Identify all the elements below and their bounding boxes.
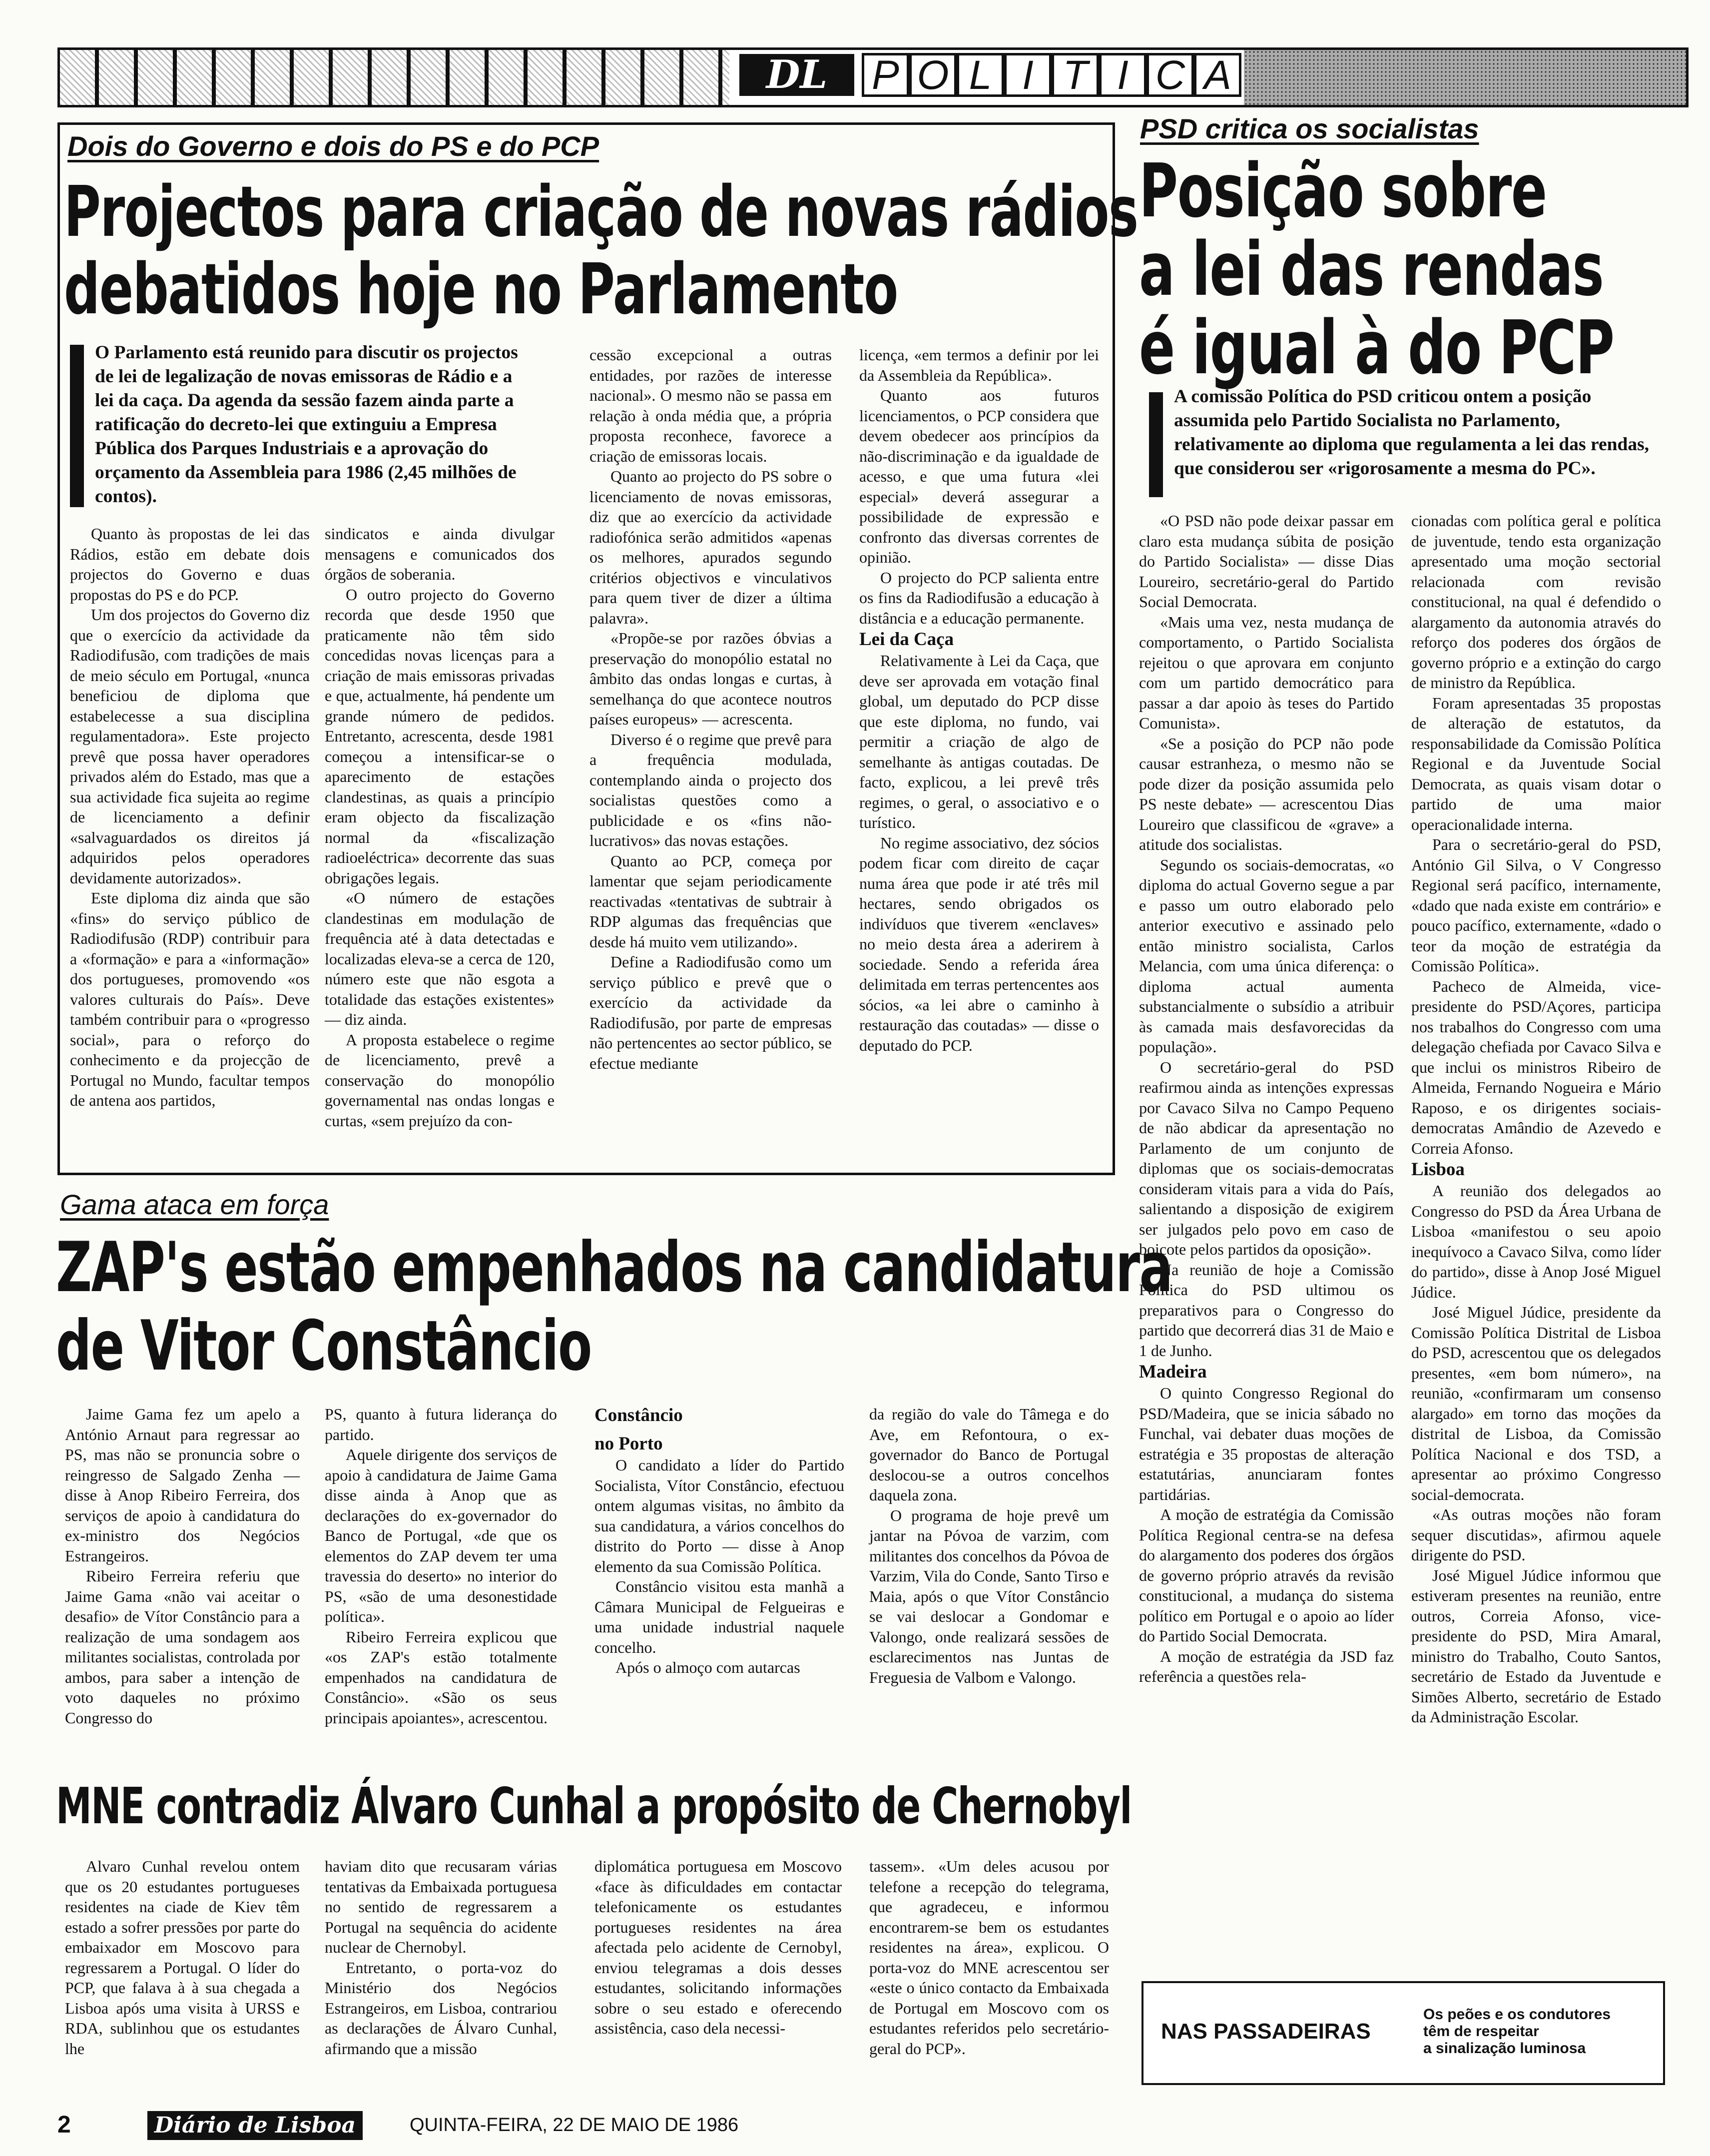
paragraph: Segundo os sociais-democratas, «o diploma do actual Governo segue a par e passo um outro elaborado pelo anterior executivo e assinado pelo então ministro socialista, Carlos Melancia, com uma única diferença: o diploma actual aumenta substancialmente o subsídio a atribuir às camada mais desfavorecidas da população». xyxy=(1139,855,1394,1056)
section-letter: A xyxy=(1194,53,1241,97)
zap-col3 xyxy=(594,1404,844,1678)
zap-col1 xyxy=(65,1404,300,1728)
mne-col3 xyxy=(594,1856,842,2039)
paragraph: sindicatos e ainda divulgar mensagens e comunicados dos órgãos de soberania. xyxy=(325,525,555,583)
paragraph: Entretanto, o porta-voz do Ministério dos Negócios Estrangeiros, em Lisboa, contrariou as declarações de Álvaro Cunhal, afirmando que a missão xyxy=(325,1958,557,2058)
zap-col4 xyxy=(869,1404,1109,1687)
psd-kicker: PSD critica os socialistas xyxy=(1140,113,1479,144)
paragraph: Aquele dirigente dos serviços de apoio à candidatura de Jaime Gama disse ainda à Anop que as declarações do ex-governador do Banco de Portugal, «de que os elementos do ZAP devem ter uma travessia do deserto» no interior do PS, «são de uma desonestidade política». xyxy=(325,1445,557,1625)
paragraph: cionadas com política geral e política de juventude, tendo esta organização apresentado uma moção sectorial relacionada com revisão constitucional, na qual é defendido o alargamento da autonomia através do reforço dos poderes dos órgãos de governo próprio e a extinção do cargo de ministro da República. xyxy=(1411,512,1661,692)
ad-message-line: têm de respeitar xyxy=(1423,2023,1539,2040)
publication-date: QUINTA-FEIRA, 22 DE MAIO DE 1986 xyxy=(410,2115,739,2136)
radio-lead: O Parlamento está reunido para discutir os projectos de lei de legalização de novas emissoras de Rádio e a lei da caça. Da agenda da sessão fazem ainda parte a ratificação do decreto-lei que extinguiu a Empresa Pública dos Parques Industriais e a aprovação do orçamento da Assembleia para 1986 (2,45 milhões de contos). xyxy=(95,342,518,507)
ad-message-line: a sinalização luminosa xyxy=(1423,2040,1586,2057)
radio-subhead-caca: Lei da Caça xyxy=(859,629,954,650)
paragraph: O projecto do PCP salienta entre os fins da Radiodifusão a educação à distância e a educação permanente. xyxy=(859,568,1099,627)
paragraph: O secretário-geral do PSD reafirmou ainda as intenções expressas por Cavaco Silva no Campo Pequeno de não abdicar da apresentação no Parlamento de um conjunto de diplomas que os sociais-democratas consideram vitais para a vida do País, salientando a disposição de exigirem ser julgados pelo povo em caso de boicote pelos partidos da oposição». xyxy=(1139,1058,1394,1258)
paragraph: Pacheco de Almeida, vice-presidente do PSD/Açores, participa nos trabalhos do Congresso com uma delegação chefiada por Cavaco Silva e que inclui os ministros Ribeiro de Almeida, Fernando Nogueira e Mário Raposo, e os dirigentes sociais-democratas Amândio de Azevedo e Correia Afonso. xyxy=(1411,977,1661,1157)
zap-subhead-constancio: Constâncio xyxy=(594,1405,683,1426)
paragraph: No regime associativo, dez sócios podem ficar com direito de caçar numa área que pode ir até três mil hectares, sendo obrigados os indivíduos que tiverem «enclaves» no meio desta área a aderirem à sociedade. Sendo a referida área delimitada em terras pertencentes aos sócios, «a lei abre o caminho à restauração das coutadas» — disse o deputado do PCP. xyxy=(859,833,1099,1054)
ad-message-line: Os peões e os condutores xyxy=(1423,2006,1611,2023)
section-letter: O xyxy=(909,53,957,97)
paragraph: licença, «em termos a definir por lei da Assembleia da República». xyxy=(859,346,1099,384)
paragraph: Foram apresentadas 35 propostas de alteração de estatutos, da responsabilidade da Comissão Política Regional e da Juventude Social Democrata, as quais visam dotar o partido de uma maior operacionalidade interna. xyxy=(1411,694,1661,833)
paragraph: «Propõe-se por razões óbvias a preservação do monopólio estatal no âmbito das ondas longas e curtas, à semelhança do que acontece noutros países europeus» — acrescenta. xyxy=(589,629,832,728)
psd-lead-bar xyxy=(1149,392,1163,497)
paragraph: «Se a posição do PCP não pode causar estranheza, o mesmo não se pode dizer da posição assumida pelo PS neste debate» — acrescentou Dias Loureiro que classificou de «grave» a atitude dos socialistas. xyxy=(1139,734,1394,853)
paragraph: O outro projecto do Governo recorda que desde 1950 que praticamente não têm sido concedidas novas licenças para a criação de mais emissoras privadas e que, actualmente, há pendente um grande número de pedidos. Entretanto, acrescenta, desde 1981 começou a intensificar-se o aparecimento de estações clandestinas, as quais a princípio eram objecto da fiscalização normal da «fiscalização radioeléctrica» decorrente das suas obrigações legais. xyxy=(325,585,555,887)
paragraph: «O número de estações clandestinas em modulação de frequência até à data detectadas e localizadas eleva-se a cerca de 120, número este que não esgota a totalidade das estações existentes» — diz ainda. xyxy=(325,889,555,1028)
paragraph: «Mais uma vez, nesta mudança de comportamento, o Partido Socialista rejeitou o que aprovara em conjunto com um partido democrático para passar a dar apoio às teses do Partido Comunista». xyxy=(1139,613,1394,732)
section-letter: T xyxy=(1052,53,1099,97)
paragraph: O candidato a líder do Partido Socialista, Vítor Constâncio, efectuou ontem algumas visitas, no âmbito da sua candidatura, a vários concelhos do distrito do Porto — disse à Anop elemento da sua Comissão Política. xyxy=(594,1456,844,1575)
zap-subhead-porto: no Porto xyxy=(594,1434,663,1454)
paragraph: «O PSD não pode deixar passar em claro esta mudança súbita de posição do Partido Socialista» — disse Dias Loureiro, secretário-geral do Partido Social Democrata. xyxy=(1139,512,1394,611)
paragraph: «As outras moções não foram sequer discutidas», afirmou aquele dirigente do PSD. xyxy=(1411,1505,1661,1564)
zap-headline-line2: de Vitor Constâncio xyxy=(56,1306,591,1386)
section-letter: L xyxy=(957,53,1004,97)
paragraph: O quinto Congresso Regional do PSD/Madeira, que se inicia sábado no Funchal, vai debater duas moções de estratégia e 35 propostas de alteração estatutárias, anunciaram fontes partidárias. xyxy=(1139,1384,1394,1503)
paragraph: Diverso é o regime que prevê para a frequência modulada, contemplando ainda o projecto dos socialistas questões como a publicidade e os «fins não-lucrativos» das novas estações. xyxy=(589,730,832,849)
zap-col2 xyxy=(325,1404,557,1728)
newspaper-logo: Diário de Lisboa xyxy=(147,2111,363,2140)
mne-col4 xyxy=(869,1856,1109,2059)
mne-col2 xyxy=(325,1856,557,2059)
paragraph: Quanto aos futuros licenciamentos, o PCP considera que devem obedecer aos princípios da não-discriminação e da igualdade de acesso, e que uma futura «lei especial» deverá assegurar a possibilidade de expressão e confronto das diversas correntes de opinião. xyxy=(859,386,1099,566)
psd-subhead-madeira: Madeira xyxy=(1139,1362,1207,1382)
ad-headline: NAS PASSADEIRAS xyxy=(1161,2019,1371,2044)
paragraph: O programa de hoje prevê um jantar na Póvoa de varzim, com militantes dos concelhos da Póvoa de Varzim, Vila do Conde, Santo Tirso e Maia, após o que Vítor Constâncio se vai deslocar a Gondomar e Valongo, onde realizará sessões de esclarecimentos nas Juntas de Freguesia de Valbom e Valongo. xyxy=(869,1506,1109,1686)
ad-message xyxy=(1423,2006,1653,2057)
psd-subhead-lisboa: Lisboa xyxy=(1411,1159,1465,1180)
radio-col3 xyxy=(589,345,832,1073)
paragraph: Alvaro Cunhal revelou ontem que os 20 estudantes portugueses residentes na ciade de Kiev têm estado a sofrer pressões por parte do embaixador em Moscovo para regressarem a Portugal. O líder do PCP, que falava à à sua chegada a Lisboa após uma visita à URSS e RDA, sublinhou que os estudantes lhe xyxy=(65,1857,300,2058)
radio-headline-line1: Projectos para criação de novas rádios xyxy=(64,171,1138,253)
section-masthead xyxy=(57,47,1689,107)
paragraph: cessão excepcional a outras entidades, por razões de interesse nacional». O mesmo não se passa em relação à onda média que, a própria proposta reconhece, favorece a criação de emissoras locais. xyxy=(589,346,832,465)
paragraph: Relativamente à Lei da Caça, que deve ser aprovada em votação final global, um deputado do PCP disse que este diploma, no fundo, vai permitir a criação de algo de semelhante às antigas coutadas. De facto, explicou, a lei prevê três regimes, o geral, o associativo e o turístico. xyxy=(859,652,1099,831)
psd-headline-line2: a lei das rendas xyxy=(1139,226,1604,312)
paragraph: José Miguel Júdice informou que estiveram presentes na reunião, entre outros, Correia Afonso, vice-presidente do PSD, Mira Amaral, ministro do Trabalho, Couto Santos, secretário de Estado da Juventude e Simões Alberto, secretário de Estado da Administração Escolar. xyxy=(1411,1566,1661,1726)
zap-kicker: Gama ataca em força xyxy=(60,1189,329,1220)
paragraph: da região do vale do Tâmega e do Ave, em Refontoura, o ex-governador do Banco de Portugal deslocou-se a outros concelhos daquela zona. xyxy=(869,1405,1109,1504)
paragraph: José Miguel Júdice, presidente da Comissão Política Distrital de Lisboa do PSD, acrescentou que os delegados presentes, «em bom número», na reunião, «confirmaram um consenso alargado» em torno das moções da distrital de Lisboa, da Comissão Política Nacional e dos TSD, a apresentar ao próximo Congresso social-democrata. xyxy=(1411,1303,1661,1503)
radio-col4 xyxy=(859,345,1099,1055)
radio-col2 xyxy=(325,524,555,1131)
radio-lead-bar xyxy=(70,345,84,507)
radio-col1 xyxy=(70,524,310,1111)
paragraph: Para o secretário-geral do PSD, António Gil Silva, o V Congresso Regional será pacífico, internamente, «dado que nada existe em contrário» e pouco pacífico, externamente, «dado o teor da moção de estratégia da Comissão Política». xyxy=(1411,835,1661,975)
road-safety-ad xyxy=(1141,1981,1665,2085)
psd-headline-line3: é igual à do PCP xyxy=(1139,305,1614,391)
mne-col1 xyxy=(65,1856,300,2059)
paragraph: Após o almoço com autarcas xyxy=(615,1658,800,1676)
paragraph: A proposta estabelece o regime de licenciamento, prevê a conservação do monopólio governamental nas ondas longas e curtas, «sem prejuízo da con- xyxy=(325,1030,555,1130)
page-number: 2 xyxy=(57,2112,71,2138)
paragraph: diplomática portuguesa em Moscovo «face às dificuldades em contactar telefonicamente os estudantes portugueses residentes na área afectada pelo acidente de Cernobyl, enviou telegramas a dois desses estudantes, solicitando informações sobre o seu estado e oferecendo assistência, caso dela necessi- xyxy=(594,1857,842,2037)
section-letter: I xyxy=(1099,53,1146,97)
paragraph: Este diploma diz ainda que são «fins» do serviço público de Radiodifusão (RDP) contribuir para a «formação» e para a «informação» dos portugueses, promovendo «os valores culturais do País». Deve também contribuir para o «progresso social», para o reforço do conhecimento e da projecção de Portugal no Mundo, facultar tempos de antena aos partidos, xyxy=(70,889,310,1109)
paragraph: Um dos projectos do Governo diz que o exercício da actividade da Radiodifusão, com tradições de mais de meio século em Portugal, «nunca beneficiou de diploma que estabelecesse a sua disciplina regulamentadora». Este projecto prevê que possa haver operadores privados além do Estado, mas que a sua actividade fica sujeita ao regime de licenciamento a definir «salvaguardados os direitos já adquiridos pelos operadores devidamente autorizados». xyxy=(70,606,310,887)
paragraph: A reunião dos delegados ao Congresso do PSD da Área Urbana de Lisboa «manifestou o seu apoio inequívoco a Cavaco Silva, como líder do partido», disse à Anop José Miguel Júdice. xyxy=(1411,1182,1661,1301)
paragraph: Quanto ao PCP, começa por lamentar que sejam periodicamente reactivadas «tentativas de subtrair à RDP algumas das frequências que desde há muito vem utilizando». xyxy=(589,851,832,951)
psd-lead: A comissão Política do PSD criticou ontem a posição assumida pelo Partido Socialista no Parlamento, relativamente ao diploma que regulamenta a lei das rendas, que considerou ser «rigorosamente a mesma do PC». xyxy=(1174,386,1650,479)
masthead-halftone xyxy=(1244,50,1686,105)
paragraph: PS, quanto à futura liderança do partido. xyxy=(325,1405,557,1443)
paragraph: Quanto ao projecto do PS sobre o licenciamento de novas emissoras, diz que ao exercício da actividade radiofónica serão admitidos «apenas os melhores, apurados segundo critérios objectivos e vinculativos para quem tiver de dizer a última palavra». xyxy=(589,467,832,627)
section-letter: C xyxy=(1146,53,1194,97)
paragraph: Quanto às propostas de lei das Rádios, estão em debate dois projectos do Governo e duas propostas do PS e do PCP. xyxy=(70,525,310,604)
psd-headline-line1: Posição sobre xyxy=(1139,148,1547,234)
newspaper-monogram: DL xyxy=(739,54,854,96)
zap-headline-line1: ZAP's estão empenhados na candidatura xyxy=(56,1227,1172,1308)
paragraph: Na reunião de hoje a Comissão Política do PSD ultimou os preparativos para o Congresso do partido que decorrerá dias 31 de Maio e 1 de Junho. xyxy=(1139,1260,1394,1360)
psd-col2 xyxy=(1411,511,1661,1727)
mne-headline: MNE contradiz Álvaro Cunhal a propósito de Chernobyl xyxy=(56,1777,1132,1835)
paragraph: Ribeiro Ferreira explicou que «os ZAP's estão totalmente empenhados na candidatura de Constâncio». «São os seus principais apoiantes», acrescentou. xyxy=(325,1627,557,1727)
paragraph: haviam dito que recusaram várias tentativas da Embaixada portuguesa no sentido de regressarem a Portugal na sequência do acidente nuclear de Chernobyl. xyxy=(325,1857,557,1956)
masthead-stripes xyxy=(60,50,729,105)
psd-col1 xyxy=(1139,511,1394,1687)
section-letter: I xyxy=(1004,53,1052,97)
paragraph: A moção de estratégia da JSD faz referência a questões rela- xyxy=(1139,1647,1394,1685)
paragraph: tassem». «Um deles acusou por telefone a recepção do telegrama, que agradeceu, e informou encontrarem-se bem os estudantes residentes na área», explicou. O porta-voz do MNE acrescentou ser «este o único contacto da Embaixada de Portugal em Moscovo com os estudantes referidos pelo secretário-geral do PCP». xyxy=(869,1857,1109,2058)
section-letter: P xyxy=(862,53,909,97)
paragraph: Ribeiro Ferreira referiu que Jaime Gama «não vai aceitar o desafio» de Vítor Constâncio para a realização de uma sondagem aos militantes socialistas, controlada por ambos, para saber a intenção de voto daqueles no próximo Congresso do xyxy=(65,1567,300,1727)
paragraph: A moção de estratégia da Comissão Política Regional centra-se na defesa do alargamento dos poderes dos órgãos de governo próprio através da revisão constitucional, a mudança do sistema político em Portugal e o apoio ao líder do Partido Social Democrata. xyxy=(1139,1505,1394,1645)
paragraph: Constâncio visitou esta manhã a Câmara Municipal de Felgueiras e uma unidade industrial naquele concelho. xyxy=(594,1577,844,1656)
paragraph: Jaime Gama fez um apelo a António Arnaut para regressar ao PS, mas não se pronuncia sobre o reingresso de Salgado Zenha — disse à Anop Ribeiro Ferreira, dos serviços de apoio à candidatura do ex-ministro dos Negócios Estrangeiros. xyxy=(65,1405,300,1565)
radio-headline-line2: debatidos hoje no Parlamento xyxy=(64,249,898,330)
radio-kicker: Dois do Governo e dois do PS e do PCP xyxy=(67,130,599,162)
paragraph: Define a Radiodifusão como um serviço público e prevê que o exercício da actividade da Radiodifusão, por parte de empresas não pertencentes ao sector público, se efectue mediante xyxy=(589,953,832,1072)
